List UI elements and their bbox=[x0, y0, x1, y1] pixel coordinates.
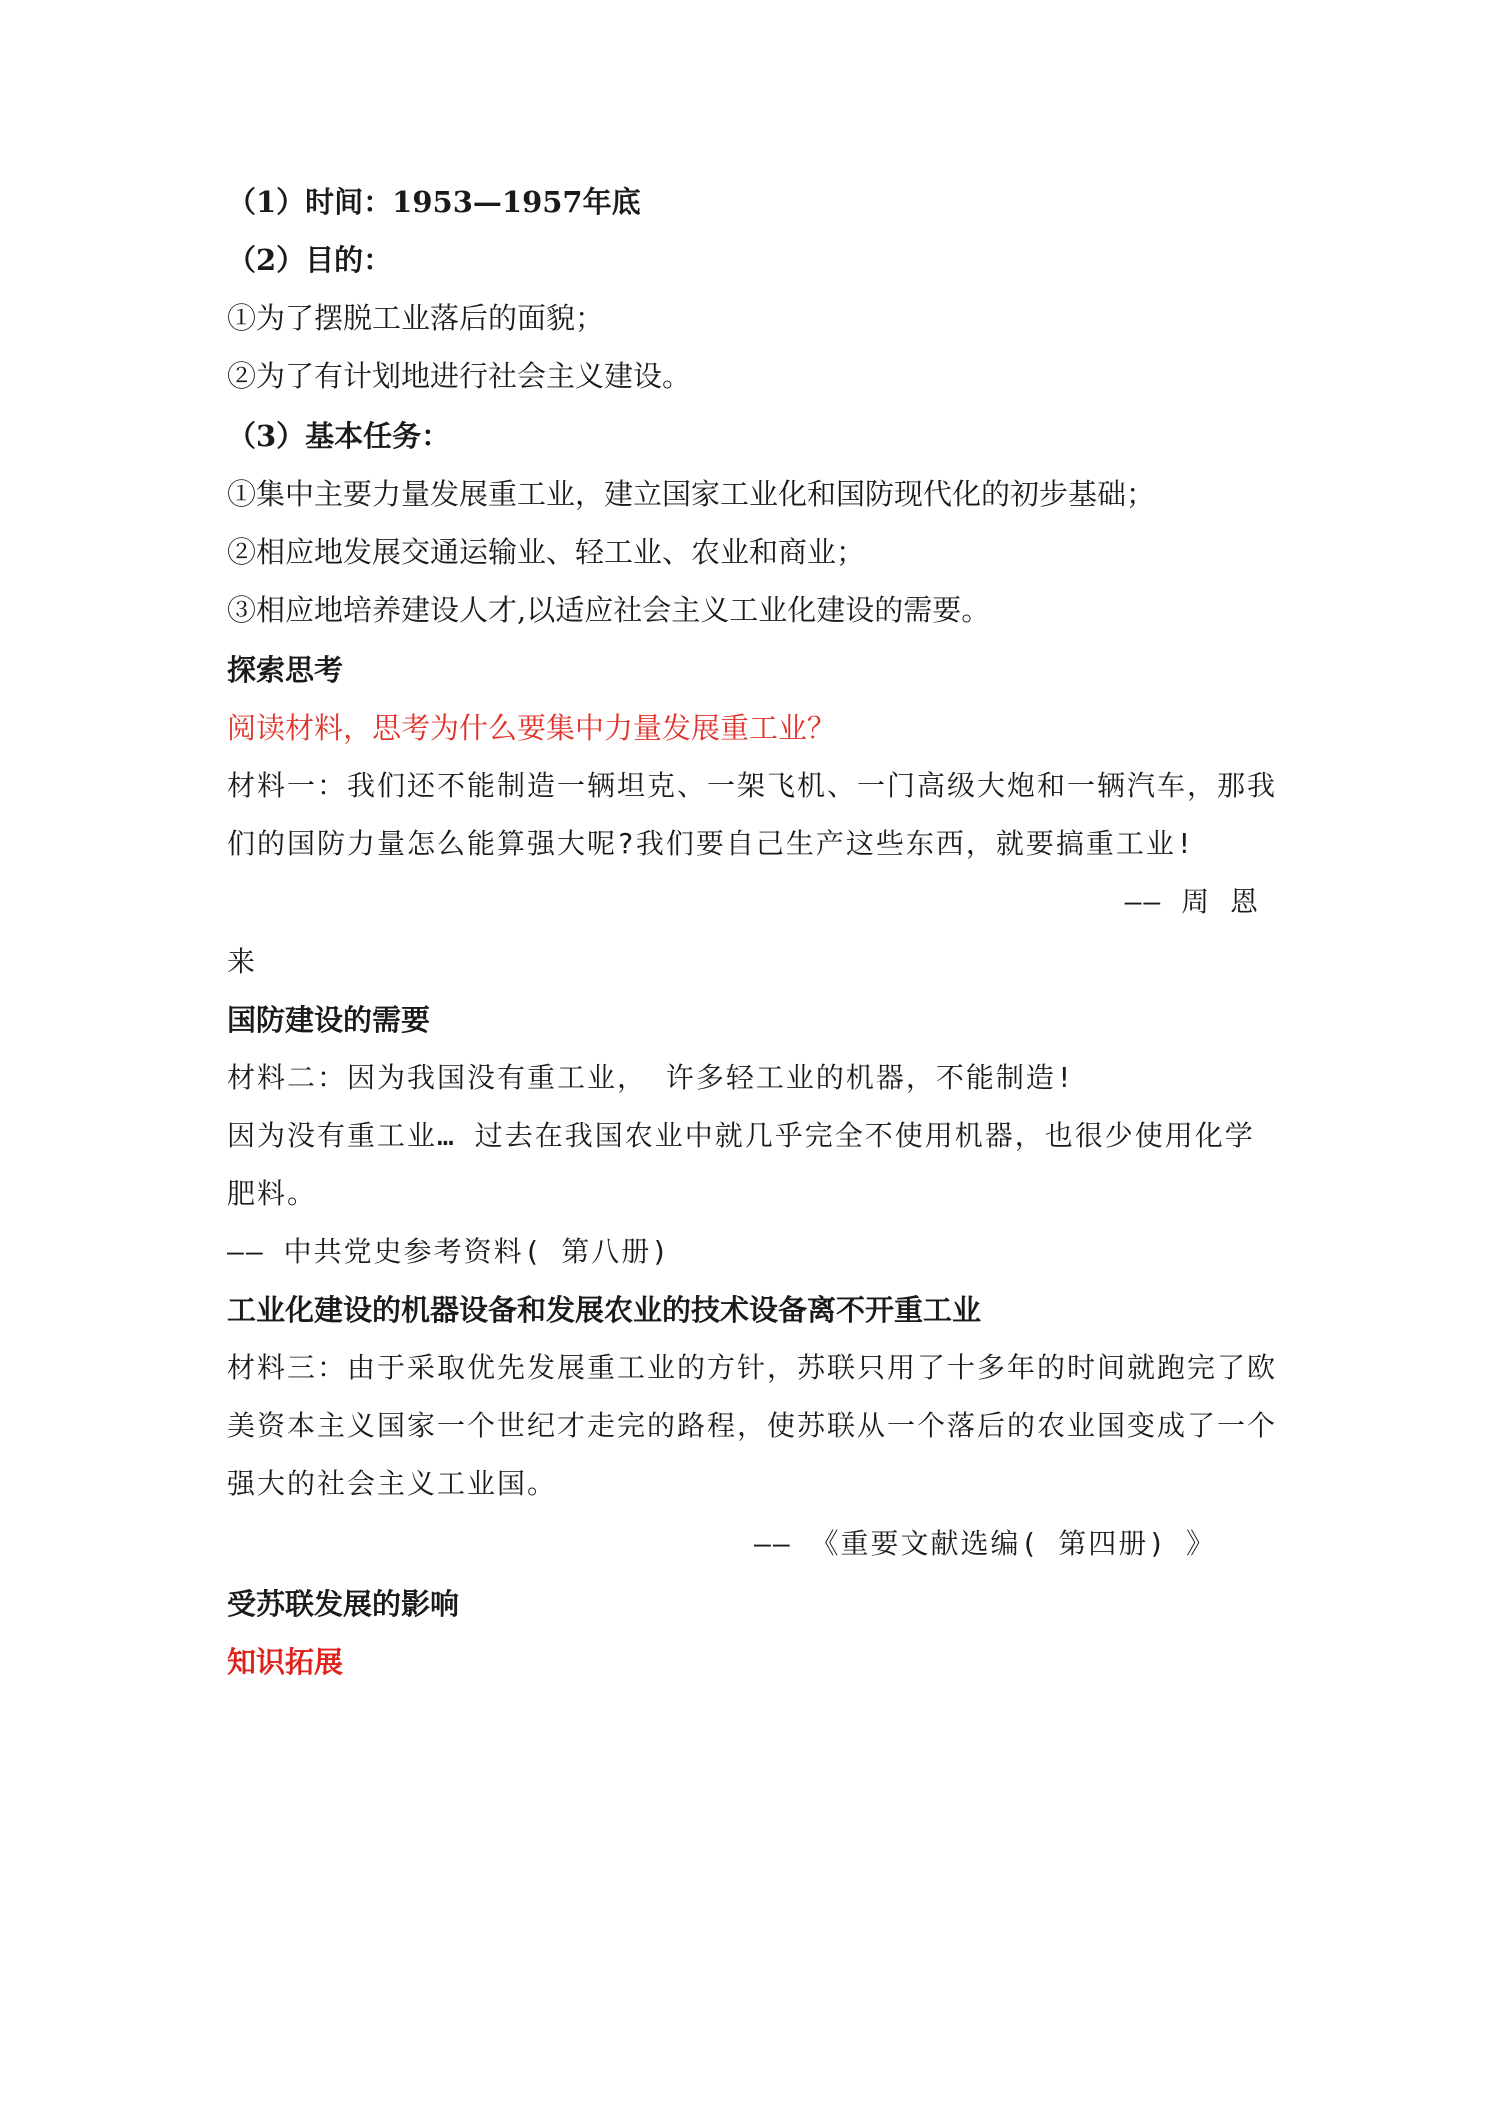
material-1-source: —— 周 恩 bbox=[1124, 885, 1260, 918]
purpose-heading: （2）目的： bbox=[227, 243, 393, 277]
conclusion-1: 国防建设的需要 bbox=[227, 1003, 431, 1037]
material-2-source: —— 中共党史参考资料( 第八册) bbox=[227, 1235, 671, 1268]
material-3-line-1: 材料三：由于采取优先发展重工业的方针，苏联只用了十多年的时间就跑完了欧 bbox=[227, 1351, 1278, 1384]
material-3-source: —— 《重要文献选编( 第四册) 》 bbox=[753, 1527, 1216, 1560]
explore-heading: 探索思考 bbox=[227, 653, 344, 687]
extension-heading: 知识拓展 bbox=[227, 1645, 344, 1679]
material-3-line-2: 美资本主义国家一个世纪才走完的路程，使苏联从一个落后的农业国变成了一个 bbox=[227, 1409, 1278, 1442]
material-1-line-2: 们的国防力量怎么能算强大呢?我们要自己生产这些东西，就要搞重工业! bbox=[227, 827, 1195, 860]
task-item-3: ③相应地培养建设人才,以适应社会主义工业化建设的需要。 bbox=[227, 593, 991, 627]
conclusion-2: 工业化建设的机器设备和发展农业的技术设备离不开重工业 bbox=[227, 1293, 982, 1327]
material-1-source-cont: 来 bbox=[227, 945, 258, 978]
time-line: （1）时间：1953—1957年底 bbox=[227, 185, 641, 219]
tasks-heading: （3）基本任务： bbox=[227, 419, 451, 453]
task-item-1: ①集中主要力量发展重工业，建立国家工业化和国防现代化的初步基础； bbox=[227, 477, 1156, 511]
conclusion-3: 受苏联发展的影响 bbox=[227, 1587, 460, 1621]
material-2-line-1: 材料二：因为我国没有重工业， 许多轻工业的机器，不能制造! bbox=[227, 1061, 1075, 1094]
question-text: 阅读材料，思考为什么要集中力量发展重工业？ bbox=[227, 711, 837, 745]
material-3-line-3: 强大的社会主义工业国。 bbox=[227, 1467, 558, 1500]
purpose-item-2: ②为了有计划地进行社会主义建设。 bbox=[227, 359, 692, 393]
material-2-line-2: 因为没有重工业… 过去在我国农业中就几乎完全不使用机器，也很少使用化学 bbox=[227, 1119, 1255, 1152]
material-1-line-1: 材料一：我们还不能制造一辆坦克、一架飞机、一门高级大炮和一辆汽车，那我 bbox=[227, 769, 1278, 802]
purpose-item-1: ①为了摆脱工业落后的面貌； bbox=[227, 301, 605, 335]
material-2-line-3: 肥料。 bbox=[227, 1177, 318, 1210]
task-item-2: ②相应地发展交通运输业、轻工业、农业和商业； bbox=[227, 535, 866, 569]
